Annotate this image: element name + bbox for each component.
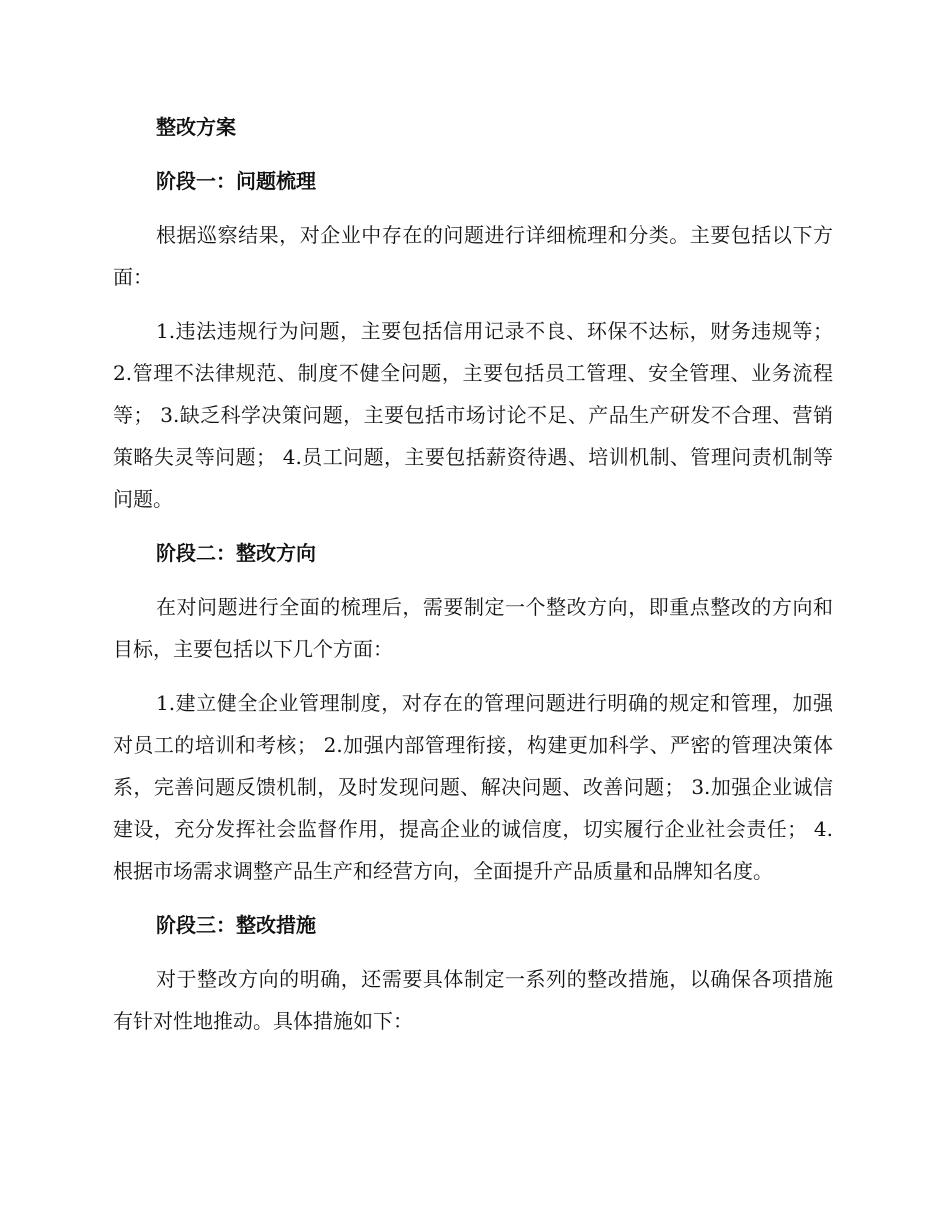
document-title: 整改方案 [156,115,236,139]
stage3-intro: 对于整改方向的明确，还需要具体制定一系列的整改措施，以确保各项措施有针对性地推动。具体措施如下： [113,967,833,1033]
stage1-items: 1.违法违规行为问题，主要包括信用记录不良、环保不达标，财务违规等； 2.管理不法律规范、制度不健全问题，主要包括员工管理、安全管理、业务流程等； 3.缺乏科学决策问题，主要包括市场讨论不足、产品生产研发不合理、营销策略失灵等问题； 4.员工问题，主要包括薪资待遇、培训机制、管理问责机制等问题。 [113,319,833,511]
stage1-intro: 根据巡察结果，对企业中存在的问题进行详细梳理和分类。主要包括以下方面： [113,223,833,289]
document-body [113,106,833,1054]
stage1-heading: 阶段一：问题梳理 [156,169,316,193]
stage2-heading: 阶段二：整改方向 [156,541,316,565]
stage3-heading: 阶段三：整改措施 [156,913,316,937]
stage2-intro: 在对问题进行全面的梳理后，需要制定一个整改方向，即重点整改的方向和目标，主要包括以下几个方面： [113,595,833,661]
stage2-items: 1.建立健全企业管理制度，对存在的管理问题进行明确的规定和管理，加强对员工的培训和考核； 2.加强内部管理衔接，构建更加科学、严密的管理决策体系，完善问题反馈机制，及时发现问题、解决问题、改善问题； 3.加强企业诚信建设，充分发挥社会监督作用，提高企业的诚信度，切实履行企业社会责任； 4.根据市场需求调整产品生产和经营方向，全面提升产品质量和品牌知名度。 [113,691,833,883]
